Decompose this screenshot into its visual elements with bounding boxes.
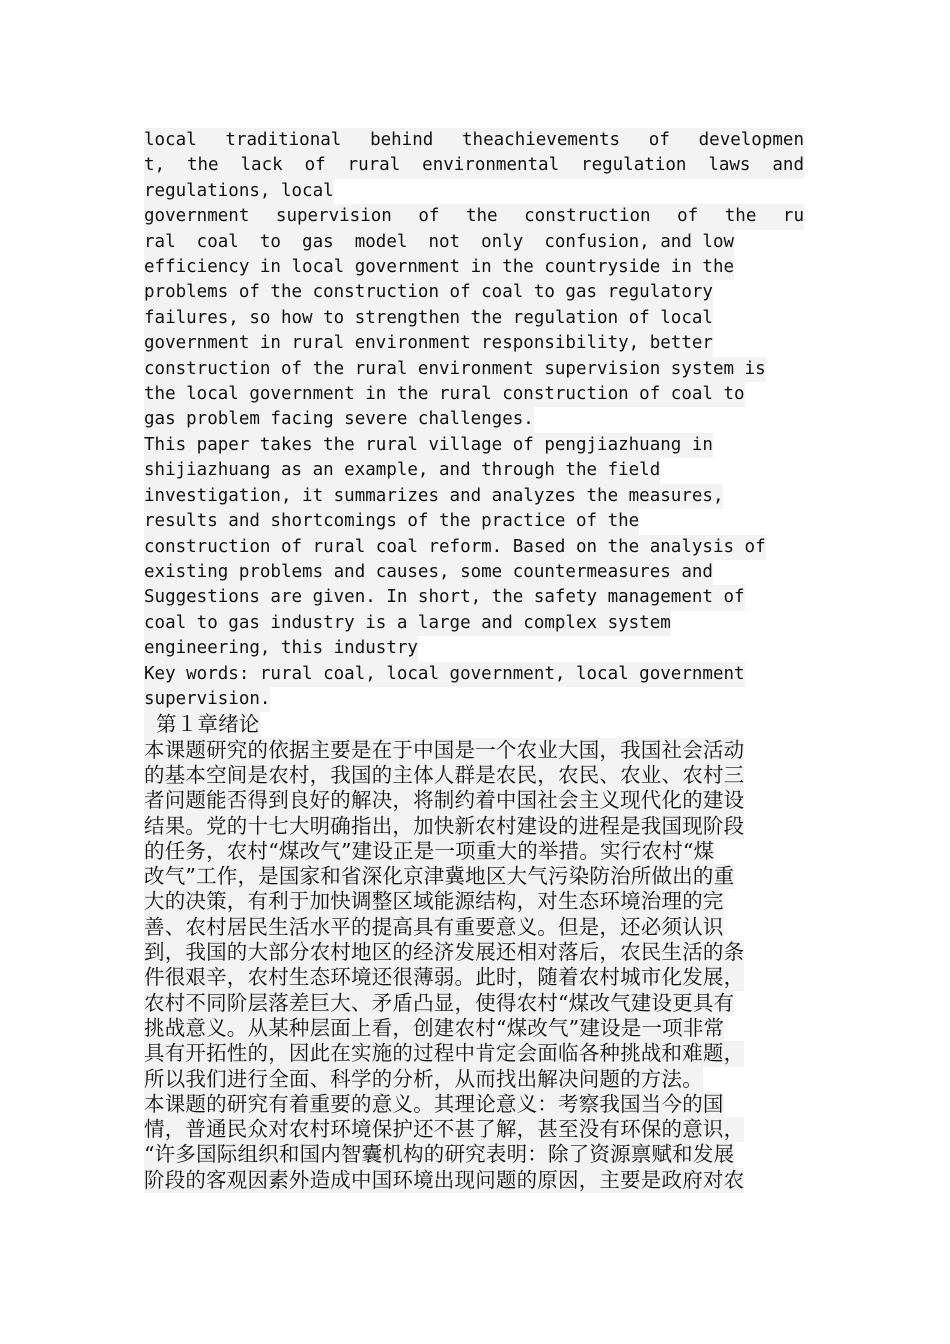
abstract-line: existing problems and causes, some countermeasures and <box>144 560 713 585</box>
keywords-line: supervision. <box>144 687 270 712</box>
abstract-line: the local government in the rural construction of coal to <box>144 382 745 407</box>
paragraph-line: 到，我国的大部分农村地区的经济发展还相对落后，农民生活的条 <box>144 940 745 965</box>
paragraph-line: 的任务，农村“煤改气”建设正是一项重大的举措。实行农村“煤 <box>144 838 715 863</box>
paragraph-line: 本课题的研究有着重要的意义。其理论意义：考察我国当今的国 <box>144 1091 724 1116</box>
paragraph-line: 大的决策，有利于加快调整区域能源结构，对生态环境治理的完 <box>144 889 724 914</box>
abstract-line: construction of rural coal reform. Based on the analysis of <box>144 535 766 560</box>
paragraph-line: 结果。党的十七大明确指出，加快新农村建设的进程是我国现阶段 <box>144 813 745 838</box>
paragraph-line: 善、农村居民生活水平的提高具有重要意义。但是，还必须认识 <box>144 914 724 939</box>
abstract-line: t, the lack of rural environmental regulation laws and <box>144 153 804 178</box>
chapter-heading: 第１章绪论 <box>144 712 260 737</box>
paragraph-line: 阶段的客观因素外造成中国环境出现问题的原因，主要是政府对农 <box>144 1167 745 1192</box>
paragraph-line: 的基本空间是农村，我国的主体人群是农民，农民、农业、农村三 <box>144 762 745 787</box>
abstract-line: government in rural environment responsibility, better <box>144 331 713 356</box>
abstract-line: problems of the construction of coal to gas regulatory <box>144 280 713 305</box>
paragraph-line: 本课题研究的依据主要是在于中国是一个农业大国，我国社会活动 <box>144 737 745 762</box>
abstract-line: construction of the rural environment supervision system is <box>144 357 766 382</box>
paragraph-line: 具有开拓性的，因此在实施的过程中肯定会面临各种挑战和难题， <box>144 1041 745 1066</box>
paragraph-line: 所以我们进行全面、科学的分析，从而找出解决问题的方法。 <box>144 1066 703 1091</box>
abstract-line: regulations, local <box>144 179 334 204</box>
paragraph-line: “许多国际组织和国内智囊机构的研究表明：除了资源禀赋和发展 <box>144 1142 735 1167</box>
keywords-line: Key words: rural coal, local government, local government <box>144 662 745 687</box>
abstract-line: government supervision of the construction of the ru <box>144 204 804 229</box>
abstract-line: Suggestions are given. In short, the safety management of <box>144 585 745 610</box>
paragraph-line: 改气”工作，是国家和省深化京津冀地区大气污染防治所做出的重 <box>144 864 735 889</box>
abstract-line: This paper takes the rural village of pengjiazhuang in <box>144 433 713 458</box>
paragraph-line: 件很艰辛，农村生态环境还很薄弱。此时，随着农村城市化发展， <box>144 965 745 990</box>
document-page <box>144 128 808 1193</box>
abstract-line: ral coal to gas model not only confusion, and low <box>144 230 734 255</box>
abstract-line: coal to gas industry is a large and complex system <box>144 611 671 636</box>
abstract-line: engineering, this industry <box>144 636 418 661</box>
abstract-line: efficiency in local government in the countryside in the <box>144 255 734 280</box>
paragraph-line: 者问题能否得到良好的解决，将制约着中国社会主义现代化的建设 <box>144 788 745 813</box>
english-abstract <box>144 128 808 712</box>
abstract-line: shijiazhuang as an example, and through the field <box>144 458 660 483</box>
abstract-line: gas problem facing severe challenges. <box>144 407 534 432</box>
paragraph-line: 挑战意义。从某种层面上看，创建农村“煤改气”建设是一项非常 <box>144 1015 725 1040</box>
abstract-line: failures, so how to strengthen the regulation of local <box>144 306 713 331</box>
abstract-line: investigation, it summarizes and analyzes the measures, <box>144 484 723 509</box>
paragraph-line: 农村不同阶层落差巨大、矛盾凸显，使得农村“煤改气建设更具有 <box>144 990 735 1015</box>
chapter-one <box>144 712 808 1193</box>
paragraph-line: 情，普通民众对农村环境保护还不甚了解，甚至没有环保的意识， <box>144 1117 745 1142</box>
abstract-line: local traditional behind theachievements of developmen <box>144 128 804 153</box>
abstract-line: results and shortcomings of the practice of the <box>144 509 639 534</box>
